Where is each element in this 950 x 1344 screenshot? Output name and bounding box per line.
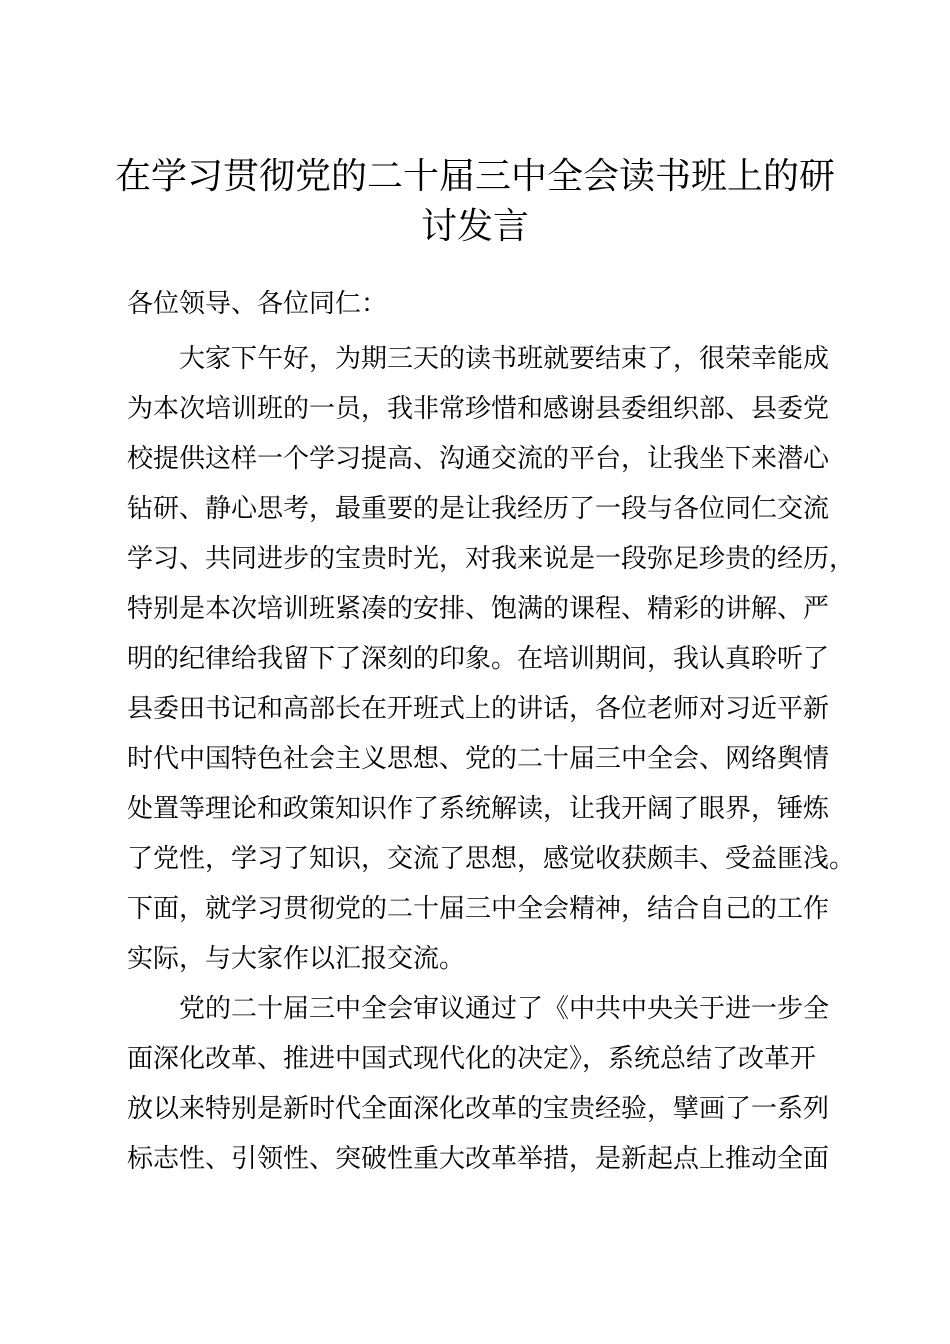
- text-line: 校提供这样一个学习提高、沟通交流的平台，让我坐下来潜心: [127, 444, 830, 474]
- text-line: 面深化改革、推进中国式现代化的决定》，系统总结了改革开: [127, 1044, 817, 1074]
- title-line: 讨发言: [420, 206, 529, 247]
- text-line: 县委田书记和高部长在开班式上的讲话，各位老师对习近平新: [127, 694, 830, 724]
- text-line: 特别是本次培训班紧凑的安排、饱满的课程、精彩的讲解、严: [127, 594, 830, 624]
- text-line: 放以来特别是新时代全面深化改革的宝贵经验，擘画了一系列: [127, 1094, 830, 1124]
- text-line: 实际，与大家作以汇报交流。: [127, 944, 466, 974]
- paragraph: [127, 334, 856, 984]
- title-line: 在学习贯彻党的二十届三中全会读书班上的研: [114, 156, 835, 197]
- text-line: 标志性、引领性、突破性重大改革举措，是新起点上推动全面: [127, 1144, 830, 1174]
- text-line: 明的纪律给我留下了深刻的印象。在培训期间，我认真聆听了: [127, 644, 830, 674]
- text-line: 钻研、静心思考，最重要的是让我经历了一段与各位同仁交流: [127, 494, 830, 524]
- text-line: 大家下午好，为期三天的读书班就要结束了，很荣幸能成: [179, 344, 830, 374]
- text-line: 党的二十届三中全会审议通过了《中共中央关于进一步全: [179, 994, 830, 1024]
- document-title: [110, 152, 840, 252]
- text-line: 下面，就学习贯彻党的二十届三中全会精神，结合自己的工作: [127, 894, 830, 924]
- paragraph: [127, 984, 837, 1184]
- text-line: 了党性，学习了知识，交流了思想，感觉收获颇丰、受益匪浅。: [127, 844, 856, 874]
- text-line: 学习、共同进步的宝贵时光，对我来说是一段弥足珍贵的经历，: [127, 544, 856, 574]
- salutation: 各位领导、各位同仁：: [127, 289, 388, 319]
- text-line: 处置等理论和政策知识作了系统解读，让我开阔了眼界，锤炼: [127, 794, 830, 824]
- text-line: 时代中国特色社会主义思想、党的二十届三中全会、网络舆情: [127, 744, 830, 774]
- text-line: 为本次培训班的一员，我非常珍惜和感谢县委组织部、县委党: [127, 394, 830, 424]
